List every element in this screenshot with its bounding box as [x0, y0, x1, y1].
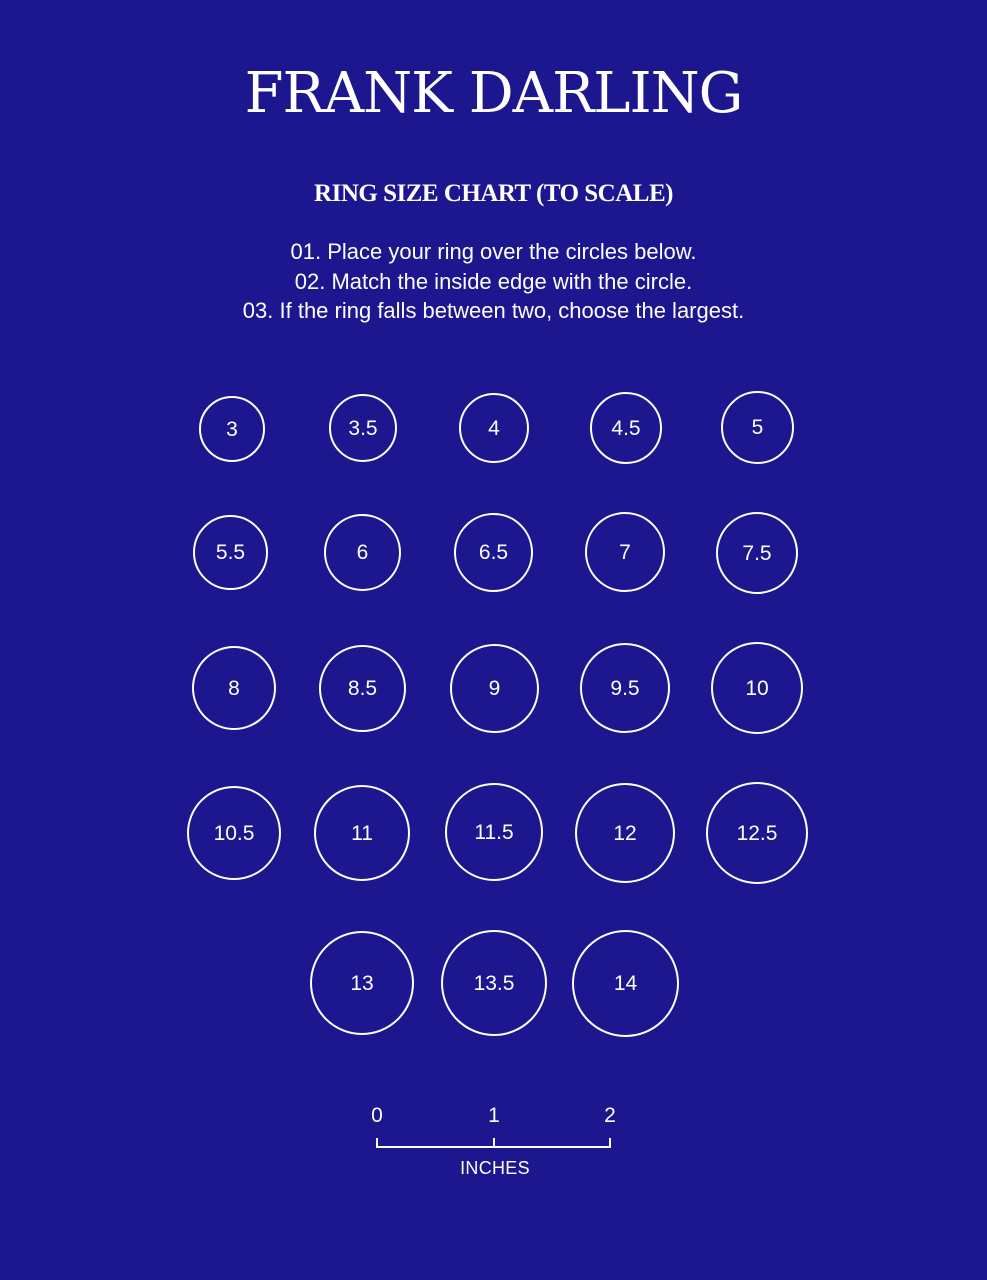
ring-size-13 [310, 931, 414, 1035]
ring-size-label: 10 [745, 676, 769, 700]
ring-size-label: 11 [351, 821, 373, 845]
ring-size-9 [450, 644, 539, 733]
ring-size-12-5 [706, 782, 808, 884]
ring-size-6-5 [454, 513, 533, 592]
ring-size-label: 3.5 [348, 416, 378, 440]
ring-size-11 [314, 785, 410, 881]
ring-size-label: 10.5 [213, 821, 255, 845]
ring-size-label: 9.5 [610, 676, 640, 700]
ring-size-12 [575, 783, 675, 883]
ring-size-14 [572, 930, 679, 1037]
ring-size-label: 4 [488, 416, 500, 440]
ring-size-8 [192, 646, 276, 730]
instruction-step-3: 03. If the ring falls between two, choose the largest. [242, 298, 745, 323]
ring-size-label: 9 [488, 677, 501, 700]
ring-size-label: 6 [356, 541, 369, 564]
ring-size-label: 3 [226, 417, 238, 441]
scale-tick-label-0: 0 [371, 1104, 383, 1127]
ring-size-4-5 [590, 392, 662, 464]
ring-size-label: 13 [350, 971, 374, 995]
ring-size-label: 7 [619, 540, 631, 564]
ring-size-3 [199, 396, 265, 462]
ring-size-3-5 [329, 394, 397, 462]
ring-size-9-5 [580, 643, 670, 733]
instruction-step-2: 02. Match the inside edge with the circle. [294, 268, 693, 294]
inch-scale-ruler [360, 1104, 630, 1184]
ring-size-5-5 [193, 515, 268, 590]
ring-size-label: 4.5 [611, 416, 641, 440]
scale-tick-label-1: 1 [488, 1104, 500, 1127]
ring-size-label: 12.5 [736, 821, 778, 845]
ring-size-label: 12 [613, 821, 637, 845]
ring-size-7-5 [716, 512, 798, 594]
ring-size-10 [711, 642, 803, 734]
ring-size-8-5 [319, 645, 406, 732]
scale-tick-label-2: 2 [604, 1104, 616, 1127]
ring-size-label: 8 [228, 676, 240, 700]
ring-size-7 [585, 512, 665, 592]
ring-size-label: 7.5 [742, 541, 772, 565]
brand-logo: FRANK DARLING [244, 61, 743, 126]
ring-size-label: 5.5 [215, 541, 246, 564]
ring-size-4 [459, 393, 529, 463]
ring-size-label: 6.5 [478, 541, 509, 564]
ring-size-label: 13.5 [473, 971, 515, 995]
chart-title: RING SIZE CHART (TO SCALE) [314, 180, 673, 207]
instruction-step-1: 01. Place your ring over the circles below. [290, 239, 697, 264]
scale-unit-label: INCHES [460, 1158, 530, 1178]
ring-size-label: 11.5 [474, 820, 514, 844]
ring-size-label: 5 [751, 416, 764, 439]
ring-size-label: 14 [613, 972, 638, 995]
ring-size-10-5 [187, 786, 281, 880]
instructions-list [0, 237, 987, 326]
ring-size-11-5 [445, 783, 543, 881]
ring-size-13-5 [441, 930, 547, 1036]
ring-size-5 [721, 391, 794, 464]
ring-size-label: 8.5 [347, 677, 378, 700]
ring-size-6 [324, 514, 401, 591]
scale-line [360, 1104, 630, 1164]
